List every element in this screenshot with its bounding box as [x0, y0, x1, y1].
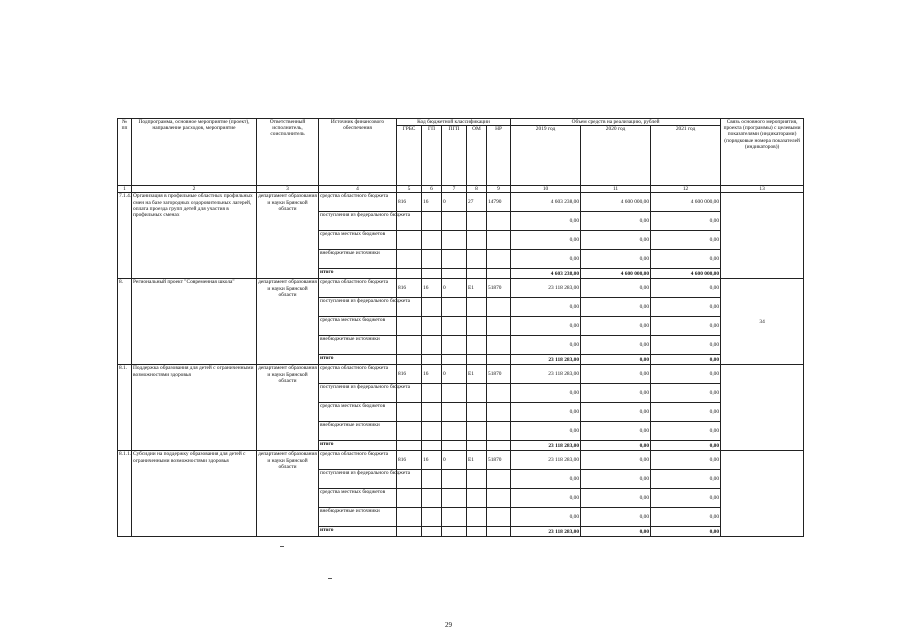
header-name: Подпрограмма, основное мероприятие (проект), направление расходов, мероприятие [132, 119, 257, 186]
row-source: внебюджетные источники [319, 250, 397, 269]
code-empty [467, 384, 487, 403]
amount-2020: 0,00 [581, 355, 651, 365]
code-empty [397, 403, 422, 422]
code-pgp: 0 [442, 193, 467, 212]
row-link: 34 [721, 279, 804, 365]
amount-2019: 0,00 [511, 508, 581, 527]
code-empty [467, 508, 487, 527]
code-empty [442, 355, 467, 365]
header-2019: 2019 год [511, 126, 581, 186]
code-empty [397, 355, 422, 365]
code-empty [422, 212, 442, 231]
amount-2021: 0,00 [651, 317, 721, 336]
amount-2020: 0,00 [581, 317, 651, 336]
code-empty [487, 489, 511, 508]
code-empty [487, 422, 511, 441]
amount-2019: 23 118 283,00 [511, 355, 581, 365]
code-grbs: 816 [397, 193, 422, 212]
amount-2019: 23 118 283,00 [511, 527, 581, 537]
amount-2021: 0,00 [651, 508, 721, 527]
code-empty [442, 403, 467, 422]
code-empty [397, 269, 422, 279]
amount-2019: 0,00 [511, 422, 581, 441]
code-om: 27 [467, 193, 487, 212]
code-empty [487, 384, 511, 403]
amount-2021: 4 600 000,00 [651, 269, 721, 279]
code-empty [442, 317, 467, 336]
code-empty [467, 269, 487, 279]
code-empty [487, 298, 511, 317]
code-empty [422, 355, 442, 365]
amount-2021: 0,00 [651, 365, 721, 384]
row-name: Региональный проект "Современная школа" [132, 279, 257, 365]
row-source: средства местных бюджетов [319, 403, 397, 422]
code-grbs: 816 [397, 365, 422, 384]
column-number: 10 [511, 186, 581, 193]
header-2020: 2020 год [581, 126, 651, 186]
amount-2021: 0,00 [651, 279, 721, 298]
code-nr: 14790 [487, 193, 511, 212]
code-empty [422, 489, 442, 508]
row-number: 8. [118, 279, 132, 365]
amount-2021: 0,00 [651, 489, 721, 508]
row-source: поступления из федерального бюджета [319, 384, 397, 403]
code-empty [422, 508, 442, 527]
code-gp: 16 [422, 279, 442, 298]
header-nr: НР [487, 126, 511, 186]
code-empty [422, 231, 442, 250]
amount-2020: 0,00 [581, 441, 651, 451]
amount-2020: 0,00 [581, 212, 651, 231]
code-gp: 16 [422, 451, 442, 470]
code-empty [442, 336, 467, 355]
code-om: E1 [467, 279, 487, 298]
code-om: E1 [467, 365, 487, 384]
code-empty [487, 250, 511, 269]
header-gp: ГП [422, 126, 442, 186]
code-empty [422, 317, 442, 336]
header-pgp: ПГП [442, 126, 467, 186]
code-grbs: 816 [397, 279, 422, 298]
amount-2019: 23 118 283,00 [511, 441, 581, 451]
amount-2021: 0,00 [651, 451, 721, 470]
code-empty [442, 422, 467, 441]
amount-2019: 0,00 [511, 231, 581, 250]
code-empty [467, 489, 487, 508]
row-source: средства областного бюджета [319, 365, 397, 384]
code-empty [397, 508, 422, 527]
amount-2019: 4 603 238,00 [511, 269, 581, 279]
code-empty [467, 212, 487, 231]
amount-2020: 0,00 [581, 250, 651, 269]
column-number: 2 [132, 186, 257, 193]
code-gp: 16 [422, 193, 442, 212]
code-empty [487, 403, 511, 422]
table-row [118, 193, 804, 212]
code-empty [487, 441, 511, 451]
amount-2021: 0,00 [651, 470, 721, 489]
code-empty [442, 212, 467, 231]
amount-2021: 0,00 [651, 298, 721, 317]
code-empty [487, 317, 511, 336]
row-responsible: департамент образования и науки Брянской области [257, 193, 319, 279]
amount-2020: 0,00 [581, 231, 651, 250]
table-row [118, 451, 804, 470]
column-number: 8 [467, 186, 487, 193]
amount-2020: 0,00 [581, 422, 651, 441]
code-empty [422, 384, 442, 403]
row-number: 7.1.4. [118, 193, 132, 279]
amount-2019: 4 603 238,00 [511, 193, 581, 212]
amount-2019: 0,00 [511, 384, 581, 403]
amount-2019: 23 118 283,00 [511, 365, 581, 384]
row-source: поступления из федерального бюджета [319, 298, 397, 317]
amount-2021: 0,00 [651, 231, 721, 250]
column-number: 1 [118, 186, 132, 193]
amount-2019: 0,00 [511, 212, 581, 231]
amount-2020: 0,00 [581, 403, 651, 422]
row-source: средства местных бюджетов [319, 489, 397, 508]
code-empty [397, 336, 422, 355]
row-name: Поддержка образования для детей с ограниченными возможностями здоровья [132, 365, 257, 451]
code-empty [467, 298, 487, 317]
code-empty [422, 470, 442, 489]
code-empty [397, 250, 422, 269]
amount-2019: 0,00 [511, 298, 581, 317]
amount-2021: 0,00 [651, 384, 721, 403]
amount-2020: 0,00 [581, 451, 651, 470]
scan-mark [280, 546, 284, 547]
column-number: 5 [397, 186, 422, 193]
code-pgp: 0 [442, 279, 467, 298]
code-empty [467, 470, 487, 489]
amount-2020: 0,00 [581, 365, 651, 384]
code-empty [467, 441, 487, 451]
code-empty [442, 269, 467, 279]
row-number: 8.1.1. [118, 451, 132, 537]
row-source: средства областного бюджета [319, 451, 397, 470]
code-empty [422, 336, 442, 355]
code-empty [467, 231, 487, 250]
code-empty [397, 317, 422, 336]
code-empty [487, 336, 511, 355]
header-responsible: Ответственный исполнитель, соисполнитель [257, 119, 319, 186]
code-empty [397, 441, 422, 451]
table-row [118, 279, 804, 298]
amount-2020: 0,00 [581, 298, 651, 317]
row-responsible: департамент образования и науки Брянской области [257, 279, 319, 365]
code-empty [467, 336, 487, 355]
amount-2021: 0,00 [651, 527, 721, 537]
code-empty [442, 470, 467, 489]
row-source: итого [319, 355, 397, 365]
header-link: Связь основного мероприятия, проекта (программы) с целевыми показателями (индикаторами) (порядковые номера показателей (индикаторов)) [721, 119, 804, 186]
amount-2020: 4 600 000,00 [581, 193, 651, 212]
row-source: итого [319, 441, 397, 451]
amount-2020: 0,00 [581, 508, 651, 527]
code-empty [467, 422, 487, 441]
code-empty [422, 441, 442, 451]
row-responsible: департамент образования и науки Брянской области [257, 451, 319, 537]
code-empty [397, 231, 422, 250]
header-kbk: Код бюджетной классификации [397, 119, 511, 126]
code-empty [397, 527, 422, 537]
code-nr: 51870 [487, 279, 511, 298]
code-empty [487, 355, 511, 365]
header-source: Источник финансового обеспечения [319, 119, 397, 186]
code-empty [487, 269, 511, 279]
amount-2019: 23 118 283,00 [511, 451, 581, 470]
code-empty [422, 298, 442, 317]
amount-2019: 0,00 [511, 489, 581, 508]
column-number: 4 [319, 186, 397, 193]
row-source: внебюджетные источники [319, 422, 397, 441]
code-empty [442, 527, 467, 537]
code-empty [487, 470, 511, 489]
code-empty [467, 527, 487, 537]
code-empty [442, 250, 467, 269]
header-2021: 2021 год [651, 126, 721, 186]
page-number: 29 [445, 621, 452, 629]
amount-2019: 0,00 [511, 470, 581, 489]
code-empty [442, 508, 467, 527]
row-source: внебюджетные источники [319, 336, 397, 355]
code-empty [467, 355, 487, 365]
code-nr: 51870 [487, 451, 511, 470]
row-source: средства местных бюджетов [319, 231, 397, 250]
column-numbers-row [118, 186, 804, 193]
row-number: 8.1. [118, 365, 132, 451]
code-empty [422, 527, 442, 537]
amount-2021: 0,00 [651, 336, 721, 355]
row-source: средства областного бюджета [319, 193, 397, 212]
code-empty [442, 231, 467, 250]
column-number: 9 [487, 186, 511, 193]
code-empty [467, 250, 487, 269]
code-empty [397, 422, 422, 441]
amount-2019: 0,00 [511, 403, 581, 422]
code-empty [422, 403, 442, 422]
amount-2020: 0,00 [581, 279, 651, 298]
code-empty [397, 489, 422, 508]
amount-2020: 0,00 [581, 384, 651, 403]
scan-mark [328, 578, 332, 579]
code-empty [467, 403, 487, 422]
amount-2021: 0,00 [651, 212, 721, 231]
row-source: средства местных бюджетов [319, 317, 397, 336]
code-empty [422, 422, 442, 441]
column-number: 3 [257, 186, 319, 193]
row-name: Субсидии на поддержку образования для детей с ограниченными возможностями здоровья [132, 451, 257, 537]
amount-2021: 0,00 [651, 422, 721, 441]
code-empty [467, 317, 487, 336]
column-number: 6 [422, 186, 442, 193]
code-empty [442, 489, 467, 508]
column-number: 13 [721, 186, 804, 193]
amount-2021: 4 600 000,00 [651, 193, 721, 212]
amount-2021: 0,00 [651, 403, 721, 422]
column-number: 12 [651, 186, 721, 193]
row-source: поступления из федерального бюджета [319, 212, 397, 231]
amount-2019: 0,00 [511, 317, 581, 336]
code-empty [442, 298, 467, 317]
table-row [118, 365, 804, 384]
header-num: № пп [118, 119, 132, 186]
header-grbs: ГРБС [397, 126, 422, 186]
amount-2021: 0,00 [651, 250, 721, 269]
code-empty [422, 269, 442, 279]
amount-2019: 23 118 283,00 [511, 279, 581, 298]
row-name: Организация в профильные областных профильных смен на базе загородных оздоровительных лагерей, оплата проезда групп детей для участия в профильных сменах [132, 193, 257, 279]
budget-table [117, 118, 804, 537]
header-om: ОМ [467, 126, 487, 186]
amount-2020: 0,00 [581, 527, 651, 537]
code-pgp: 0 [442, 365, 467, 384]
code-om: E1 [467, 451, 487, 470]
code-pgp: 0 [442, 451, 467, 470]
code-empty [487, 231, 511, 250]
amount-2020: 4 600 000,00 [581, 269, 651, 279]
code-empty [487, 508, 511, 527]
code-empty [487, 212, 511, 231]
column-number: 11 [581, 186, 651, 193]
code-nr: 51870 [487, 365, 511, 384]
code-empty [442, 384, 467, 403]
column-number: 7 [442, 186, 467, 193]
table-header-row [118, 119, 804, 126]
amount-2021: 0,00 [651, 441, 721, 451]
code-empty [442, 441, 467, 451]
code-grbs: 816 [397, 451, 422, 470]
amount-2019: 0,00 [511, 250, 581, 269]
code-empty [422, 250, 442, 269]
row-source: средства областного бюджета [319, 279, 397, 298]
row-source: поступления из федерального бюджета [319, 470, 397, 489]
row-source: итого [319, 269, 397, 279]
amount-2020: 0,00 [581, 470, 651, 489]
row-link [721, 365, 804, 451]
header-amount: Объем средств на реализацию, рублей [511, 119, 721, 126]
amount-2019: 0,00 [511, 336, 581, 355]
row-source: итого [319, 527, 397, 537]
amount-2020: 0,00 [581, 336, 651, 355]
code-empty [487, 527, 511, 537]
row-source: внебюджетные источники [319, 508, 397, 527]
code-gp: 16 [422, 365, 442, 384]
amount-2021: 0,00 [651, 355, 721, 365]
row-responsible: департамент образования и науки Брянской области [257, 365, 319, 451]
row-link [721, 193, 804, 279]
row-link [721, 451, 804, 537]
amount-2020: 0,00 [581, 489, 651, 508]
